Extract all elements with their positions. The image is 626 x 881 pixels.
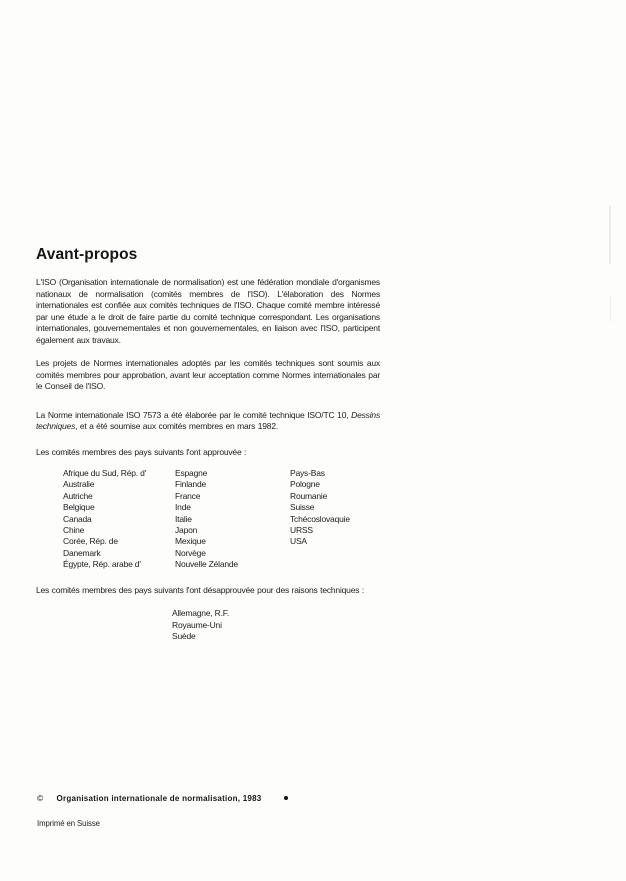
approved-country-list bbox=[36, 468, 380, 571]
country-name: Allemagne, R.F. bbox=[172, 608, 229, 619]
country-name: Afrique du Sud, Rép. d' bbox=[63, 468, 147, 478]
document-content bbox=[36, 247, 380, 642]
country-name: Norvège bbox=[175, 547, 206, 558]
printed-in-note: Imprimé en Suisse bbox=[37, 819, 100, 828]
paragraph-draft-standards: Les projets de Normes internationales adoptés par les comités techniques sont soumis aux comités membres pour approbation, avant leur acceptation comme Normes internationales par le Conseil de l'ISO. bbox=[36, 358, 380, 391]
approved-country-column-1 bbox=[63, 468, 175, 571]
country-name: Belgique bbox=[63, 502, 95, 513]
country-name: Tchécoslovaquie bbox=[290, 513, 350, 524]
disapproved-country-list bbox=[172, 608, 380, 642]
standard-origin-committee-name: Dessins techniques bbox=[36, 409, 380, 431]
country-name: Finlande bbox=[175, 479, 207, 490]
scan-artifact bbox=[609, 206, 611, 264]
approved-country-column-3 bbox=[290, 468, 380, 571]
paragraph-iso-intro: L'ISO (Organisation internationale de normalisation) est une fédération mondiale d'organismes nationaux de normalisation (comités membres de l'ISO). L'élaboration des Normes internationales est confiée aux comités techniques de l'ISO. Chaque comité membre intéressé par une étude a le droit de faire partie du comité technique correspondant. Les organisations internationales, gouvernementales et non gouvernementales, en liaison avec l'ISO, participent également aux travaux. bbox=[36, 277, 380, 345]
country-name: Égypte, Rép. arabe d' bbox=[63, 559, 141, 570]
copyright-icon: © bbox=[37, 793, 44, 803]
country-name: France bbox=[175, 490, 201, 501]
country-name: URSS bbox=[290, 525, 313, 536]
page-title: Avant-propos bbox=[36, 246, 138, 263]
paragraph-standard-origin bbox=[36, 410, 380, 433]
country-name: Corée, Rép. de bbox=[63, 536, 118, 547]
country-name: Royaume-Uni bbox=[172, 619, 222, 630]
country-name: Canada bbox=[63, 513, 92, 524]
country-name: Mexique bbox=[175, 536, 206, 547]
country-name: Espagne bbox=[175, 468, 208, 478]
country-name: Italie bbox=[175, 513, 192, 524]
bullet-dot-icon bbox=[284, 796, 289, 801]
country-name: Australie bbox=[63, 479, 95, 490]
copyright-line bbox=[37, 793, 288, 803]
country-name: Roumanie bbox=[290, 490, 328, 501]
country-name: Danemark bbox=[63, 547, 101, 558]
country-name: Autriche bbox=[63, 490, 93, 501]
country-name: USA bbox=[290, 536, 307, 547]
standard-origin-text-after: , et a été soumise aux comités membres en mars 1982. bbox=[75, 421, 279, 431]
approved-country-column-2 bbox=[175, 468, 290, 571]
country-name: Chine bbox=[63, 525, 85, 536]
country-name: Nouvelle Zélande bbox=[175, 559, 238, 570]
country-name: Pays-Bas bbox=[290, 468, 325, 478]
country-name: Inde bbox=[175, 502, 191, 513]
country-name: Suisse bbox=[290, 502, 315, 513]
country-name: Suède bbox=[172, 630, 196, 641]
scan-artifact bbox=[610, 296, 611, 322]
copyright-text: Organisation internationale de normalisation, 1983 bbox=[56, 793, 262, 803]
disapproved-countries-intro: Les comités membres des pays suivants l'ont désapprouvée pour des raisons techniques : bbox=[36, 584, 364, 595]
approved-countries-intro: Les comités membres des pays suivants l'ont approuvée : bbox=[36, 446, 247, 457]
country-name: Japon bbox=[175, 525, 198, 536]
country-name: Pologne bbox=[290, 479, 320, 490]
standard-origin-text-before: La Norme internationale ISO 7573 a été élaborée par le comité technique ISO/TC 10, bbox=[36, 409, 352, 420]
